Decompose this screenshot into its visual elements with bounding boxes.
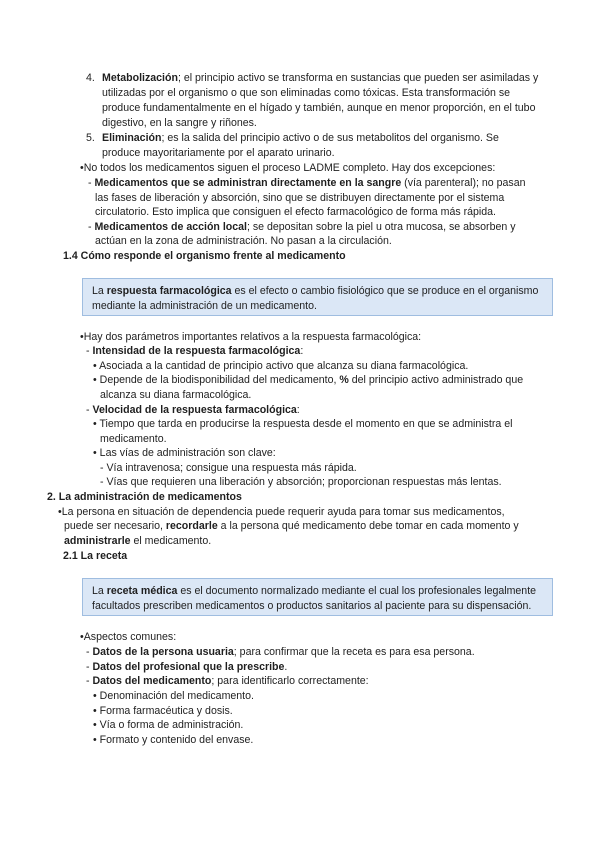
dash-glyph: - <box>86 345 93 357</box>
sub-bullet <box>93 718 243 733</box>
text: del principio activo administrado que <box>348 374 524 386</box>
text: Hay dos parámetros importantes relativos a la respuesta farmacológica: <box>83 331 422 343</box>
box-line: facultados prescriben medicamentos o productos sanitarios al paciente para su dispensación. <box>92 599 532 612</box>
text: Tiempo que tarda en producirse la respuesta desde el momento en que se administra el <box>99 418 513 430</box>
term: Medicamentos que se administran directamente en la sangre <box>94 177 402 189</box>
text-line: utilizadas por el organismo o que son eliminadas como tóxicas. Esta transformación se <box>102 87 511 99</box>
list-number: 5. <box>86 132 95 144</box>
bullet-glyph: • <box>93 719 97 731</box>
bullet-aspectos <box>80 630 176 645</box>
section-heading-1-4: 1.4 Cómo responde el organismo frente al medicamento <box>63 250 346 262</box>
text: ; para confirmar que la receta es para esa persona. <box>233 646 475 658</box>
box-line <box>92 584 544 599</box>
term: Datos del medicamento <box>92 675 212 687</box>
colon-glyph: : <box>296 404 300 416</box>
list-number: 4. <box>86 72 95 84</box>
sub-bullet <box>93 417 513 432</box>
text: Vía o forma de administración. <box>99 719 244 731</box>
term: Datos de la persona usuaria <box>92 646 234 658</box>
sub-bullet <box>93 704 233 719</box>
text: a la persona qué medicamento debe tomar en cada momento y <box>217 520 519 532</box>
text: Forma farmacéutica y dosis. <box>99 705 233 717</box>
text: La <box>92 585 107 597</box>
bullet-glyph: • <box>93 690 97 702</box>
list-item-metabolizacion <box>102 71 538 86</box>
text: el medicamento. <box>130 535 212 547</box>
dash-glyph: - <box>88 221 95 233</box>
text-line: alcanza su diana farmacológica. <box>100 389 252 401</box>
text-line: las fases de liberación y absorción, sino que se distribuyen directamente por el sistema <box>95 192 505 204</box>
aspect-medicamento <box>86 674 369 689</box>
exception-1 <box>88 176 525 191</box>
bullet-glyph: • <box>80 631 84 643</box>
text-line: produce fundamentalmente en el hígado y también, aunque en menor proporción, en el tubo <box>102 102 536 114</box>
text: Aspectos comunes: <box>83 631 177 643</box>
bullet-admin <box>58 505 505 520</box>
dash-glyph: - <box>86 675 93 687</box>
term: % <box>339 374 349 386</box>
bullet-ladme <box>80 161 495 176</box>
term: respuesta farmacológica <box>106 285 232 297</box>
text-line: medicamento. <box>100 433 167 445</box>
text: ; se depositan sobre la piel u otra mucosa, se absorben y <box>246 221 516 233</box>
text-line: actúan en la zona de administración. No pasan a la circulación. <box>95 235 392 247</box>
box-line <box>92 284 544 299</box>
text: ; es la salida del principio activo o de sus metabolitos del organismo. Se <box>161 132 499 144</box>
term: recordarle <box>165 520 218 532</box>
term: Medicamentos de acción local <box>94 221 247 233</box>
text: No todos los medicamentos siguen el proceso LADME completo. Hay dos excepciones: <box>83 162 496 174</box>
colon-glyph: : <box>300 345 304 357</box>
aspect-persona <box>86 645 475 660</box>
text-line <box>64 534 211 549</box>
sub-bullet <box>93 689 254 704</box>
aspect-profesional <box>86 660 287 675</box>
text: Formato y contenido del envase. <box>99 734 254 746</box>
text: es el efecto o cambio fisiológico que se produce en el organismo <box>231 285 539 297</box>
text: puede ser necesario, <box>64 520 166 532</box>
bullet-glyph: • <box>93 447 97 459</box>
text: La <box>92 285 107 297</box>
text: Depende de la biodisponibilidad del medicamento, <box>99 374 340 386</box>
sub-dash-item: - Vía intravenosa; consigue una respuesta más rápida. <box>100 462 357 474</box>
text-line: produce mayoritariamente por el aparato urinario. <box>102 147 335 159</box>
section-heading-2: 2. La administración de medicamentos <box>47 491 242 503</box>
term: Intensidad de la respuesta farmacológica <box>92 345 301 357</box>
dash-glyph: - <box>86 404 93 416</box>
text: . <box>284 661 288 673</box>
text: ; el principio activo se transforma en sustancias que pueden ser asimiladas y <box>177 72 539 84</box>
term: administrarle <box>64 535 131 547</box>
exception-2 <box>88 220 516 235</box>
sub-bullet <box>93 446 276 461</box>
bullet-glyph: • <box>58 506 62 518</box>
bullet-glyph: • <box>93 705 97 717</box>
param-velocidad <box>86 403 300 418</box>
sub-bullet <box>93 359 468 374</box>
term: Datos del profesional que la prescribe <box>92 661 285 673</box>
text-line <box>64 519 519 534</box>
sub-bullet <box>93 373 523 388</box>
text: Asociada a la cantidad de principio activo que alcanza su diana farmacológica. <box>99 360 469 372</box>
text: Denominación del medicamento. <box>99 690 254 702</box>
box-line: mediante la administración de un medicamento. <box>92 299 317 312</box>
list-item-eliminacion <box>102 131 499 146</box>
bullet-glyph: • <box>93 374 97 386</box>
bullet-glyph: • <box>93 360 97 372</box>
bullet-glyph: • <box>80 331 84 343</box>
dash-glyph: - <box>88 177 95 189</box>
dash-glyph: - <box>86 646 93 658</box>
dash-glyph: - <box>86 661 93 673</box>
term: Metabolización <box>102 72 178 84</box>
bullet-glyph: • <box>93 734 97 746</box>
text-line: circulatorio. Esto implica que consiguen el efecto farmacológico de forma más rápida. <box>95 206 496 218</box>
text: es el documento normalizado mediante el cual los profesionales legalmente <box>177 585 537 597</box>
definition-box-respuesta <box>82 278 553 316</box>
sub-bullet <box>93 733 253 748</box>
text: Las vías de administración son clave: <box>99 447 276 459</box>
text: La persona en situación de dependencia puede requerir ayuda para tomar sus medicamentos, <box>61 506 505 518</box>
param-intensidad <box>86 344 303 359</box>
bullet-glyph: • <box>80 162 84 174</box>
term: receta médica <box>106 585 178 597</box>
section-heading-2-1: 2.1 La receta <box>63 550 128 562</box>
bullet-parametros <box>80 330 421 345</box>
text-line: digestivo, en la sangre y riñones. <box>102 117 257 129</box>
term: Velocidad de la respuesta farmacológica <box>92 404 297 416</box>
definition-box-receta <box>82 578 553 616</box>
sub-dash-item: - Vías que requieren una liberación y absorción; proporcionan respuestas más lentas. <box>100 476 502 488</box>
text: (vía parenteral); no pasan <box>401 177 526 189</box>
term: Eliminación <box>102 132 162 144</box>
text: ; para identificarlo correctamente: <box>211 675 369 687</box>
bullet-glyph: • <box>93 418 97 430</box>
